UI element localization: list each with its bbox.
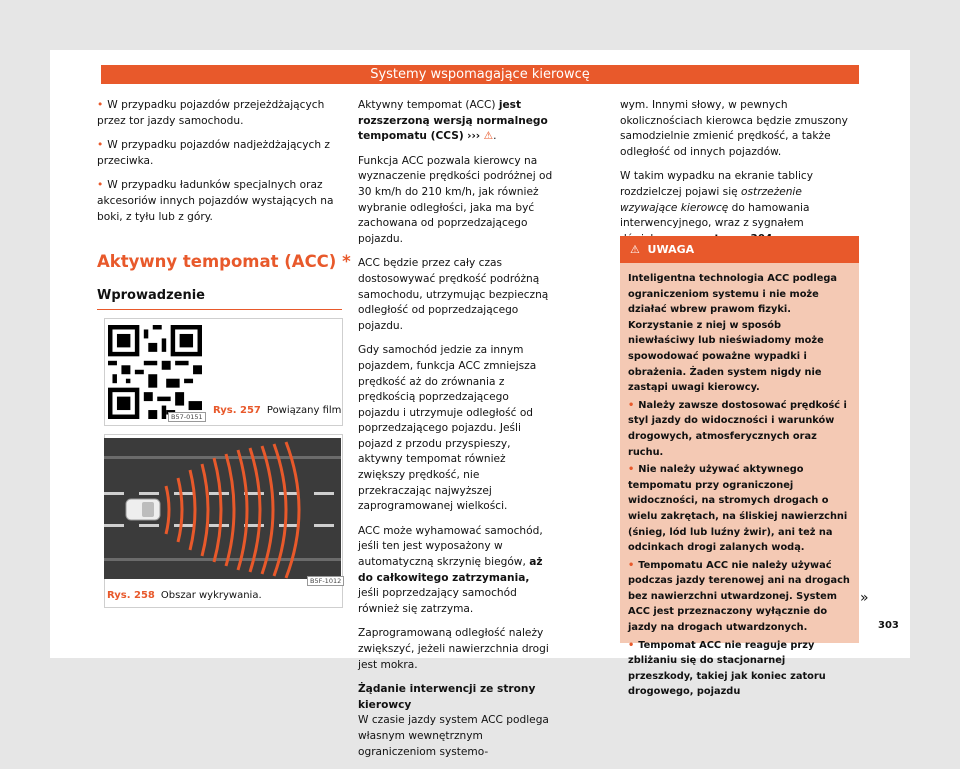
bullet-item: • Tempomatu ACC nie należy używać podczas jazdy terenowej ani na drogach bez nawierzchni utwardzonej. System ACC jest przeznaczony wyłącznie do jazdy na drogach utwardzonych. [628, 558, 851, 636]
paragraph: wym. Innymi słowy, w pewnych okolicznościach kierowca będzie zmuszony samodzielnie zmienić prędkość, a także odległość od innych pojazdów. [620, 99, 848, 158]
paragraph: Zaprogramowaną odległość należy zwiększyć, jeżeli nawierzchnia drogi jest mokra. [358, 627, 549, 671]
road-illustration [104, 438, 341, 579]
figure-caption: Rys. 257 Powiązany film [213, 405, 342, 416]
subsection-heading: Wprowadzenie [97, 288, 205, 303]
figure-caption: Rys. 258 Obszar wykrywania. [107, 590, 262, 601]
figure-code: B57-0151 [168, 412, 206, 422]
bullet-item: • Tempomat ACC nie reaguje przy zbliżaniu się do stacjonarnej przeszkody, takiej jak koniec zatoru drogowego, pojazdu [628, 638, 851, 700]
paragraph: Gdy samochód jedzie za innym pojazdem, funkcja ACC zmniejsza prędkość aż do zrównania z prędkością poprzedzającego pojazdu i utrzymuje odległość od poprzedzającego pojazdu. Jeśli pojazd z przodu przyspieszy, aktywny tempomat również zwiększy prędkość, nie przekraczając najwyższej zaprogramowanej wielkości. [358, 344, 537, 513]
warning-box [620, 236, 859, 698]
section-heading: Aktywny tempomat (ACC) * [97, 252, 351, 271]
bullet-item: • Nie należy używać aktywnego tempomatu przy ograniczonej widoczności, na stromych drogach o wielu zakrętach, na śliskiej nawierzchni (śnieg, lód lub luźny żwir), ani też na odcinkach drogi zalanych wodą. [628, 462, 851, 556]
continued-marker: » [860, 590, 869, 606]
warning-body: Inteligentna technologia ACC podlega ograniczeniom systemu i nie może działać wbrew prawom fizyki. Korzystanie z niej w sposób niewłaściwy lub nieświadomy może spowodować poważne wypadki i obrażenia. Żaden system nigdy nie zastąpi uwagi kierowcy. • Należy zawsze dostosować prędkość i styl jazdy do widoczności i warunków drogowych, atmosferycznych oraz ruchu. • Nie należy używać aktywnego tempomatu przy ograniczonej widoczności, na stromych drogach o wielu zakrętach, na śliskiej nawierzchni (śnieg, lód lub luźny żwir), ani też na odcinkach drogi zalanych wodą. • Tempomatu ACC nie należy używać podczas jazdy terenowej ani na drogach bez nawierzchni utwardzonej. System ACC jest przeznaczony wyłącznie do jazdy na drogach utwardzonych. • Tempomat ACC nie reaguje przy zbliżaniu się do stacjonarnej przeszkody, takiej jak koniec zatoru drogowego, pojazdu [620, 263, 859, 700]
paragraph: ACC będzie przez cały czas dostosowywać prędkość podróżną samochodu, utrzymując bezpieczną odległość od poprzedzającego pojazdu. [358, 257, 549, 332]
page-header: Systemy wspomagające kierowcę [101, 65, 859, 84]
qr-code-icon [108, 325, 202, 419]
paragraph: W takim wypadku na ekranie tablicy rozdzielczej pojawi się ostrzeżenie wzywające kierowcę do hamowania interwencyjnego, wraz z sygnałem [620, 169, 859, 247]
subheading: Żądanie interwencji ze strony kierowcy [358, 683, 536, 711]
bullet-item: • Należy zawsze dostosować prędkość i styl jazdy do widoczności i warunków drogowych, atmosferycznych oraz ruchu. [628, 398, 851, 460]
heading-rule [97, 309, 342, 310]
paragraph: ACC może wyhamować samochód, jeśli ten jest wyposażony w automatyczną skrzynię biegów, aż do całkowitego zatrzymania, jeśli poprzedzający samochód również się zatrzyma. [358, 524, 543, 615]
figure-code: B5F-1012 [307, 576, 344, 586]
warning-triangle-icon: ⚠ [630, 243, 640, 256]
warning-header: ⚠ UWAGA [620, 236, 859, 263]
bullet-item: • W przypadku ładunków specjalnych oraz akcesoriów innych pojazdów wystających na boki, z tyłu lub z góry. [97, 178, 342, 225]
page-number: 303 [878, 620, 899, 631]
bullet-item: • W przypadku pojazdów przejeżdżających przez tor jazdy samochodu. [97, 98, 342, 129]
column-1 [97, 98, 342, 234]
column-2 [358, 98, 553, 769]
paragraph: Funkcja ACC pozwala kierowcy na wyznaczenie prędkości podróżnej od 30 km/h do 210 km/h, jak również wybranie odległości, jaka ma być zachowana od poprzedzającego pojazdu. [358, 154, 553, 245]
column-3 [620, 98, 859, 256]
paragraph: W czasie jazdy system ACC podlega własnym wewnętrznym ograniczeniom systemo- [358, 714, 549, 758]
warning-triangle-icon: ⚠ [483, 130, 494, 143]
paragraph: Aktywny tempomat (ACC) jest rozszerzoną wersją normalnego tempomatu (CCS) ››› ⚠. [358, 99, 548, 143]
bullet-item: • W przypadku pojazdów nadjeżdżających z przeciwka. [97, 138, 342, 169]
